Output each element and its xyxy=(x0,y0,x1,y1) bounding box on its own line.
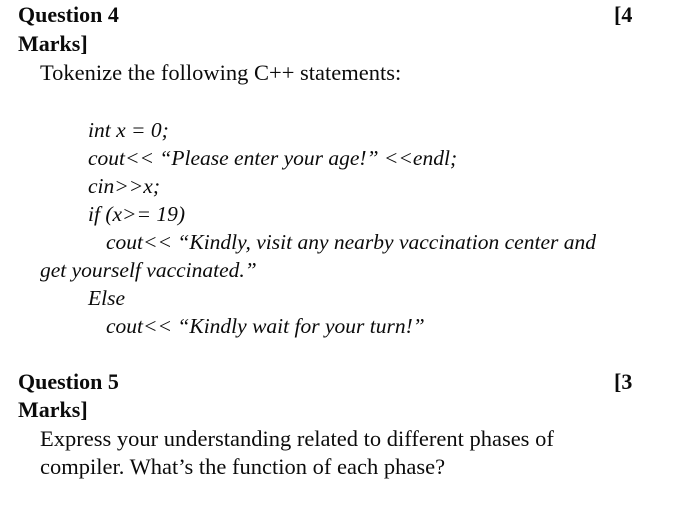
question-5-heading: Question 5 xyxy=(18,369,119,394)
question-5-body-line: compiler. What’s the function of each phase? xyxy=(40,454,446,479)
question-4-instruction: Tokenize the following C++ statements: xyxy=(40,60,402,85)
question-4-marks-open: [4 xyxy=(614,2,633,27)
question-5-marks-open: [3 xyxy=(614,369,633,394)
code-line: cout<< “Kindly wait for your turn!” xyxy=(106,314,425,338)
code-line: get yourself vaccinated.” xyxy=(40,258,257,282)
code-line: int x = 0; xyxy=(88,118,169,142)
question-4-marks-close: Marks] xyxy=(18,31,88,56)
code-line: cout<< “Please enter your age!” <<endl; xyxy=(88,146,458,170)
code-line: Else xyxy=(88,286,126,310)
question-4-heading: Question 4 xyxy=(18,2,119,27)
question-5-marks-close: Marks] xyxy=(18,397,88,422)
code-line: if (x>= 19) xyxy=(88,202,186,226)
code-line: cin>>x; xyxy=(88,174,160,198)
question-5-body-line: Express your understanding related to different phases of xyxy=(40,426,554,451)
code-line: cout<< “Kindly, visit any nearby vaccination center and xyxy=(106,230,596,254)
